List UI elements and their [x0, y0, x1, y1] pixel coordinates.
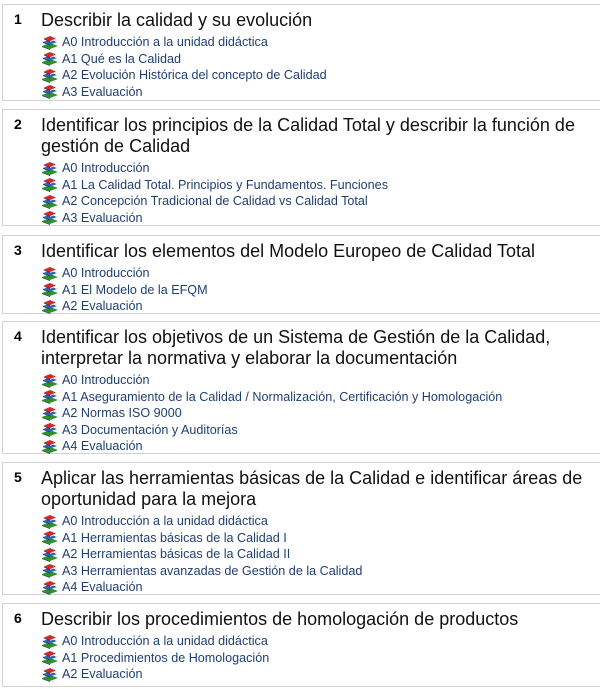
books-icon	[41, 439, 59, 454]
lesson-link[interactable]: A3 Evaluación	[62, 84, 143, 99]
unit-card	[2, 603, 600, 687]
lesson-item[interactable]	[41, 193, 368, 209]
lesson-item[interactable]	[41, 389, 502, 405]
lesson-link[interactable]: A4 Evaluación	[62, 439, 143, 454]
lesson-link[interactable]: A2 Evolución Histórica del concepto de Calidad	[62, 68, 327, 83]
lesson-item[interactable]	[41, 563, 362, 579]
lesson-link[interactable]: A4 Evaluación	[62, 580, 143, 595]
unit-number: 5	[14, 469, 22, 485]
books-icon	[41, 282, 59, 297]
lesson-item[interactable]	[41, 650, 269, 666]
lesson-link[interactable]: A2 Normas ISO 9000	[62, 406, 182, 421]
books-icon	[41, 210, 59, 225]
unit-number: 2	[14, 116, 22, 132]
lesson-item[interactable]	[41, 210, 143, 226]
lesson-link[interactable]: A1 Herramientas básicas de la Calidad I	[62, 530, 287, 545]
unit-card	[2, 462, 600, 595]
books-icon	[41, 161, 59, 176]
lesson-item[interactable]	[41, 422, 238, 438]
unit-title: Describir los procedimientos de homologación de productos	[41, 609, 519, 629]
books-icon	[41, 634, 59, 649]
lesson-link[interactable]: A1 Qué es la Calidad	[62, 51, 182, 66]
lesson-link[interactable]: A2 Evaluación	[62, 299, 143, 314]
books-icon	[41, 514, 59, 529]
unit-title: Aplicar las herramientas básicas de la Calidad e identificar áreas de oportunidad para la mejora	[41, 468, 583, 509]
unit-number: 4	[14, 328, 22, 344]
lesson-link[interactable]: A0 Introducción	[62, 161, 150, 175]
lesson-item[interactable]	[41, 177, 388, 193]
lesson-item[interactable]	[41, 530, 287, 546]
books-icon	[41, 530, 59, 545]
lesson-link[interactable]: A1 El Modelo de la EFQM	[62, 282, 208, 297]
lesson-item[interactable]	[41, 298, 143, 314]
lesson-item[interactable]	[41, 84, 143, 100]
books-icon	[41, 389, 59, 404]
unit-title: Identificar los objetivos de un Sistema de Gestión de la Calidad, interpretar la normativa y elaborar la documentación	[41, 327, 551, 368]
lesson-link[interactable]: A2 Evaluación	[62, 667, 143, 682]
lesson-item[interactable]	[41, 579, 143, 595]
lesson-link[interactable]: A0 Introducción	[62, 266, 150, 280]
books-icon	[41, 563, 59, 578]
unit-number: 6	[14, 610, 22, 626]
unit-title: Identificar los elementos del Modelo Europeo de Calidad Total	[41, 241, 535, 261]
unit-card	[2, 235, 600, 314]
lesson-item[interactable]	[41, 51, 181, 67]
books-icon	[41, 667, 59, 682]
lesson-item[interactable]	[41, 405, 182, 421]
lesson-item[interactable]	[41, 160, 150, 176]
lesson-link[interactable]: A2 Herramientas básicas de la Calidad II	[62, 547, 291, 562]
books-icon	[41, 266, 59, 281]
books-icon	[41, 51, 59, 66]
lesson-item[interactable]	[41, 666, 143, 682]
lesson-item[interactable]	[41, 633, 268, 649]
lesson-item[interactable]	[41, 372, 150, 388]
books-icon	[41, 299, 59, 314]
books-icon	[41, 194, 59, 209]
books-icon	[41, 580, 59, 595]
books-icon	[41, 35, 59, 50]
unit-card	[2, 109, 600, 226]
books-icon	[41, 373, 59, 388]
lesson-item[interactable]	[41, 546, 290, 562]
books-icon	[41, 406, 59, 421]
lesson-link[interactable]: A0 Introducción	[62, 373, 150, 387]
lesson-item[interactable]	[41, 513, 268, 529]
lesson-item[interactable]	[41, 67, 327, 83]
lesson-link[interactable]: A3 Herramientas avanzadas de Gestión de la Calidad	[62, 563, 363, 578]
unit-title: Identificar los principios de la Calidad Total y describir la función de gestión de Calidad	[41, 115, 575, 156]
lesson-link[interactable]: A3 Evaluación	[62, 210, 143, 225]
lesson-link[interactable]: A0 Introducción a la unidad didáctica	[62, 514, 268, 528]
lesson-link[interactable]: A0 Introducción a la unidad didáctica	[62, 35, 268, 49]
lesson-item[interactable]	[41, 265, 150, 281]
books-icon	[41, 68, 59, 83]
lesson-link[interactable]: A3 Documentación y Auditorías	[62, 422, 238, 437]
lesson-item[interactable]	[41, 438, 143, 454]
books-icon	[41, 422, 59, 437]
unit-title: Describir la calidad y su evolución	[41, 10, 313, 30]
lesson-link[interactable]: A0 Introducción a la unidad didáctica	[62, 634, 268, 648]
books-icon	[41, 177, 59, 192]
lesson-link[interactable]: A1 Aseguramiento de la Calidad / Normalización, Certificación y Homologación	[62, 389, 503, 404]
books-icon	[41, 650, 59, 665]
lesson-item[interactable]	[41, 34, 268, 50]
lesson-item[interactable]	[41, 282, 208, 298]
unit-card	[2, 4, 600, 101]
unit-number: 3	[14, 242, 22, 258]
lesson-link[interactable]: A1 La Calidad Total. Principios y Fundamentos. Funciones	[62, 177, 388, 192]
lesson-link[interactable]: A2 Concepción Tradicional de Calidad vs Calidad Total	[62, 194, 368, 209]
unit-number: 1	[14, 11, 22, 27]
lesson-link[interactable]: A1 Procedimientos de Homologación	[62, 650, 270, 665]
books-icon	[41, 84, 59, 99]
unit-card	[2, 321, 600, 454]
books-icon	[41, 547, 59, 562]
